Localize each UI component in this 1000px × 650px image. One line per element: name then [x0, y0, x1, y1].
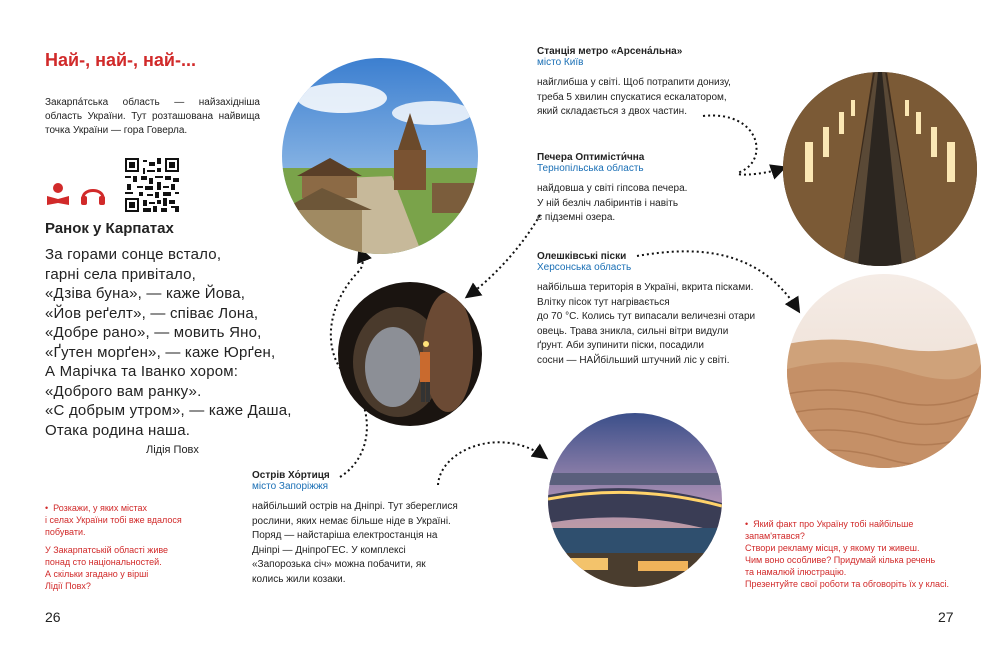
block-khortytsia: [252, 470, 458, 587]
block-line: ґрунт. Аби зупинити піски, посадили: [537, 340, 704, 351]
block-title: Олешківські піски: [537, 251, 627, 262]
block-title: Станція метро «Арсена́льна»: [537, 46, 683, 57]
bullet-icon: •: [745, 519, 754, 529]
task-line: Розкажи, у яких містах: [53, 503, 148, 513]
photo-optimistic-cave: [338, 282, 482, 426]
reading-person-icon: [45, 182, 71, 206]
block-line: овець. Трава зникла, сильні вітри видули: [537, 325, 729, 337]
photo-zaporizhian-sich: [282, 58, 478, 254]
task-line: понад сто національностей.: [45, 557, 162, 567]
block-subtitle: Херсонська область: [537, 262, 632, 273]
photo-oleshky-sands: [787, 274, 981, 468]
poem-line: А Марічка та Іванко хором:: [45, 363, 239, 380]
task-line: запам'ятався?: [745, 531, 805, 541]
block-subtitle: Тернопільська область: [537, 163, 644, 174]
poem-line: Отака родина наша.: [45, 421, 191, 439]
photo-arsenalna-escalator: [783, 72, 977, 266]
block-title: Острів Хо́ртиця: [252, 470, 330, 481]
poem-line: «Доброго вам ранку».: [45, 382, 202, 400]
right-task: [745, 518, 965, 590]
poem-line: «С добрым утром», — каже Даша,: [45, 402, 292, 419]
block-line: до 70 °С. Колись тут випасали величезні отари: [537, 311, 756, 322]
poem-line: «Ґутен морґен», — каже Юрґен,: [45, 343, 276, 361]
block-line: Поряд — найстаріша електростанція на: [252, 530, 438, 541]
intro-text: Закарпа́тська область — найзахідніша область України. Тут розташована найвища точка України — гора Говерла.: [45, 97, 260, 136]
bullet-icon: •: [45, 503, 54, 513]
block-line: який складається з двох частин.: [537, 106, 687, 117]
block-line: Дніпрі — ДніпроГЕС. У комплексі: [252, 544, 406, 556]
headphones-icon[interactable]: [80, 182, 106, 206]
block-line: є підземні озера.: [537, 212, 616, 223]
block-line: найбільша територія в Україні, вкрита пісками.: [537, 282, 754, 293]
task-line: Створи рекламу місця, у якому ти живеш.: [745, 543, 920, 553]
connector-optimistic: [468, 215, 540, 296]
block-line: «Запорозька січ» можна побачити, як: [252, 559, 426, 570]
block-line: Влітку пісок тут нагрівається: [537, 296, 670, 308]
task-line: побувати.: [45, 527, 86, 537]
poem-line: гарні села привітало,: [45, 265, 197, 283]
block-line: сосни — НАЙбільший штучний ліс у світі.: [537, 354, 730, 366]
block-oleshky: [537, 251, 755, 368]
poem-line: «Добре рано», — мовить Яно,: [45, 324, 262, 341]
poem-line: «Йов реґелт», — співає Лона,: [45, 304, 259, 322]
block-line: найглибша у світі. Щоб потрапити донизу,: [537, 77, 731, 88]
task-line: Чим воно особливе? Придумай кілька речень: [745, 555, 936, 565]
block-line: У ній безліч лабіринтів і навіть: [537, 197, 679, 209]
page-title: Най-, най-, най-...: [45, 50, 196, 70]
block-line: найдовша у світі гіпсова печера.: [537, 183, 688, 194]
task-line: У Закарпатській області живе: [45, 545, 169, 555]
task-line: та намалюй ілюстрацію.: [745, 567, 847, 577]
connector-arsenalna: [703, 116, 783, 175]
task-line: Презентуйте свої роботи та обговоріть їх у класі.: [745, 579, 949, 589]
block-subtitle: місто Київ: [537, 57, 584, 68]
task-line: і селах України тобі вже вдалося: [45, 515, 182, 525]
block-line: рослини, яких немає більше ніде в Україні.: [252, 515, 451, 527]
task-line: А скільки згадано у вірші: [45, 569, 149, 579]
poem: [45, 245, 292, 440]
block-arsenalna: [537, 46, 731, 120]
left-task: [45, 502, 255, 592]
task-line: Який факт про Україну тобі найбільше: [753, 519, 914, 529]
block-optimistic: [537, 152, 687, 226]
poem-author: Лідія Повх: [146, 444, 199, 456]
block-line: найбільший острів на Дніпрі. Тут збереглися: [252, 501, 458, 512]
task-line: Лідії Повх?: [45, 581, 91, 591]
block-subtitle: місто Запоріжжя: [252, 481, 329, 492]
poem-line: За горами сонце встало,: [45, 246, 222, 263]
poem-line: «Дзіва буна», — каже Йова,: [45, 285, 246, 302]
photo-dniprohes: [548, 413, 722, 587]
page-number-right: 27: [938, 609, 954, 625]
qr-code[interactable]: [125, 158, 179, 212]
block-line: колись жили козаки.: [252, 573, 346, 585]
block-line: треба 5 хвилин спускатися ескалатором,: [537, 91, 727, 103]
block-title: Печера Оптимісти́чна: [537, 152, 645, 163]
poem-title: Ранок у Карпатах: [45, 220, 174, 237]
page-number-left: 26: [45, 609, 61, 625]
